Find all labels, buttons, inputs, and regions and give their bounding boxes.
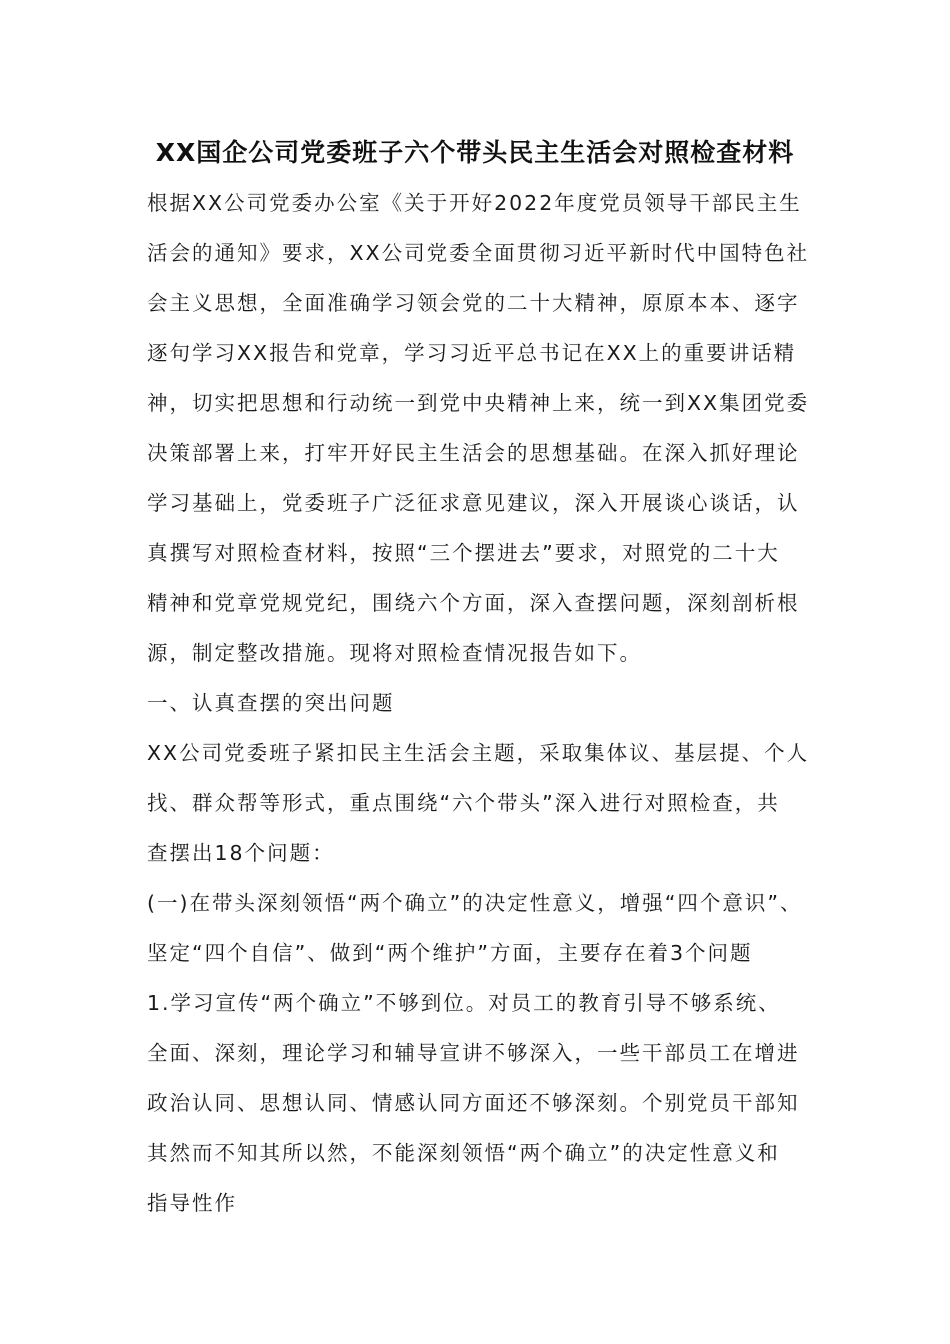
paragraph-line: 政治认同、思想认同、情感认同方面还不够深刻。个别党员干部知 bbox=[147, 1091, 800, 1115]
paragraph-line: XX公司党委班子紧扣民主生活会主题，采取集体议、基层提、个人 bbox=[147, 741, 810, 765]
document-title: XX国企公司党委班子六个带头民主生活会对照检查材料 bbox=[155, 138, 795, 167]
paragraph-line: 查摆出18个问题： bbox=[147, 841, 335, 865]
paragraph-line: 活会的通知》要求，XX公司党委全面贯彻习近平新时代中国特色社 bbox=[147, 241, 810, 265]
paragraph-line: 学习基础上，党委班子广泛征求意见建议，深入开展谈心谈话，认 bbox=[147, 491, 800, 515]
paragraph-line: 1.学习宣传“两个确立”不够到位。对员工的教育引导不够系统、 bbox=[147, 991, 781, 1015]
paragraph-line: 会主义思想，全面准确学习领会党的二十大精神，原原本本、逐字 bbox=[147, 291, 800, 315]
section-heading: 一、认真查摆的突出问题 bbox=[147, 691, 395, 715]
paragraph-line: 决策部署上来，打牢开好民主生活会的思想基础。在深入抓好理论 bbox=[147, 441, 800, 465]
paragraph-line: 全面、深刻，理论学习和辅导宣讲不够深入，一些干部员工在增进 bbox=[147, 1041, 800, 1065]
paragraph-line: 源，制定整改措施。现将对照检查情况报告如下。 bbox=[147, 641, 642, 665]
paragraph-line: 根据XX公司党委办公室《关于开好2022年度党员领导干部民主生 bbox=[147, 191, 802, 215]
subsection-heading: (一)在带头深刻领悟“两个确立”的决定性意义，增强“四个意识”、 bbox=[147, 891, 803, 915]
paragraph-line: 真撰写对照检查材料，按照“三个摆进去”要求，对照党的二十大 bbox=[147, 541, 780, 565]
subsection-heading: 坚定“四个自信”、做到“两个维护”方面，主要存在着3个问题 bbox=[147, 941, 753, 965]
paragraph-line: 逐句学习XX报告和党章，学习习近平总书记在XX上的重要讲话精 bbox=[147, 341, 797, 365]
paragraph-line: 精神和党章党规党纪，围绕六个方面，深入查摆问题，深刻剖析根 bbox=[147, 591, 800, 615]
document-body bbox=[147, 178, 827, 1228]
paragraph-line: 指导性作 bbox=[147, 1191, 237, 1215]
paragraph-line: 其然而不知其所以然，不能深刻领悟“两个确立”的决定性意义和 bbox=[147, 1141, 780, 1165]
paragraph-line: 找、群众帮等形式，重点围绕“六个带头”深入进行对照检查，共 bbox=[147, 791, 780, 815]
paragraph-line: 神，切实把思想和行动统一到党中央精神上来，统一到XX集团党委 bbox=[147, 391, 810, 415]
